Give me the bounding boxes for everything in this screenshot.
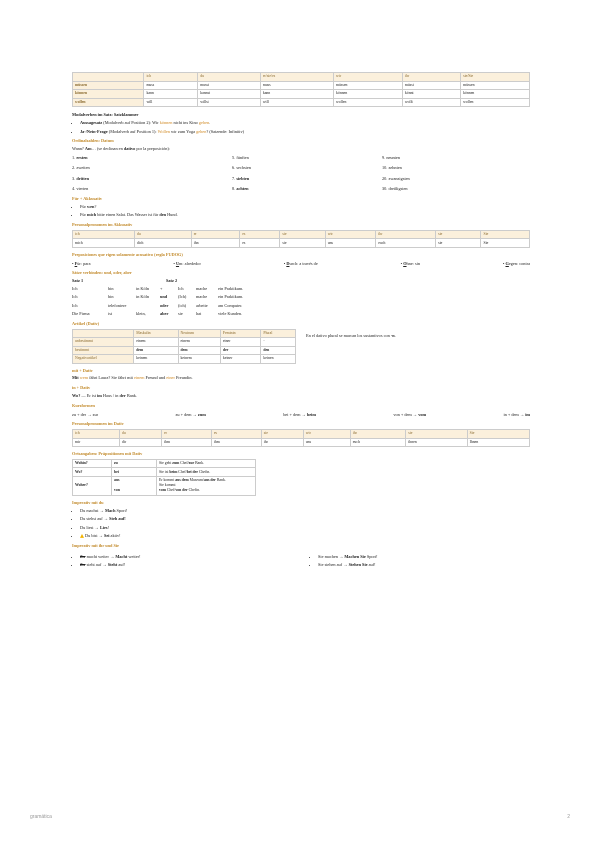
list-item: • Für mich bitte einen Salat. Das Wasser ist für den Hund. [80,212,530,218]
table-row: Woher? aus von Er kommt aus dem Museum/aus der Bank. Sie kommt vom Chef/von der Chefin. [73,476,256,495]
ordinal-item: 3. dritten [72,175,89,181]
modal-bullets [72,120,530,134]
artikel-title: Artikel (Dativ) [72,320,100,326]
ordinal-intro: Wann? Am… (se declinan en dativo por la preposición): [72,146,171,152]
saetze-cell: bin [108,286,114,292]
artikel-block [72,329,530,364]
imp-du-title: Imperativ mit du [72,499,104,505]
page-content [72,72,530,572]
ordinal-item: 1. ersten [72,154,88,160]
prep-akk-title: Preposiciones que rigen solamente acusativo (regla FUDOG) [72,251,183,257]
saetze-cell: viele Kunden. [218,310,243,316]
list-item: • Für wen? [80,204,530,210]
prep-item: • Durch: a través de [283,260,318,266]
modal-verbs-table [72,72,530,107]
prep-item: • Für: para [72,260,91,266]
wege-table [72,459,256,496]
kurz-item: zu + dem → zum [175,411,206,417]
list-item: • ihr steht auf → Steht auf! [80,562,310,568]
table-row: bestimmt dem dem der den [73,346,296,355]
imp-du-list [72,508,530,539]
saetze-cell: ein Praktikum. [218,294,244,300]
kurz-item: bei + dem → beim [283,411,316,417]
table-header-row: ich du er es sie wir ihr sie Sie [73,430,530,439]
artikel-note: En el dativo plural se marcan los sustantivos con -n. [306,332,396,338]
saetze-cell: (ich) [178,302,187,308]
pron-dat-title: Personalpronomen im Dativ [72,421,124,427]
kurz-item: von + dem → vom [393,411,427,417]
saetze-cell: (Ich) [178,294,187,300]
footer-label: gramática [30,814,52,820]
saetze-cell: hat [196,310,202,316]
saetze-cell: bin [108,294,114,300]
bullet-icon: • [400,260,404,266]
table-row: Wo? bei Sie ist beim Chef/bei der Chefin. [73,468,256,477]
table-row: Negativartikel keinem keinem keiner keinen [73,355,296,364]
saetze-cell: klein, [136,310,146,316]
prep-item: • Um: alrededor [173,260,201,266]
ordinal-item: 7. siebten [232,175,250,181]
list-item: • Du liest → Lies! [80,525,530,531]
ordinal-item: 30. dreißigsten [382,185,408,191]
saetze-cell: sie [178,310,183,316]
mit-title: mit + Dativ [72,367,93,373]
list-item: • Ja-/Nein-Frage (Modalverb auf Position 1): Wollen wir zum Yoga gehen? (Satzende: Infinitiv) [80,129,530,135]
pron-dat-table [72,429,530,447]
in-title: in + Dativ [72,385,91,391]
table-row: mir dir ihm ihm ihr uns euch ihnen Ihnen [73,438,530,447]
saetze-cell: telefoniere [108,302,127,308]
list-item: • Sie stehen auf → Stehen Sie auf! [318,562,378,568]
ordinal-item: 5. fünften [232,154,249,160]
saetze-cell: Ich [72,286,78,292]
saetze-cell: Ich [72,294,78,300]
ordinal-item: 4. vierten [72,185,89,191]
saetze-cell: und [160,294,168,300]
list-item: • Du stehst auf → Steh auf! [80,516,530,522]
imp-ihr-title: Imperativ mit ihr und Sie [72,542,119,548]
saetze-header: Satz 1 Satz 2 [72,278,178,284]
list-item: • Aussagesatz (Modalverb auf Position 2): Wir können nicht ins Kino gehen. [80,120,530,126]
ordinal-title: Ordinalzahlen: Datum [72,138,114,144]
in-example: Wo? — Er ist im Haus / in der Bank. [72,392,137,398]
bullet-icon: • [72,260,75,266]
ordinal-item: 9. neunten [382,154,400,160]
table-row: wollen will willst will wollen wollt wollen [73,98,530,107]
table-row: können kann kannst kann können könnt können [73,90,530,99]
imp-ihr-block [72,550,530,571]
table-row: Wohin? zu Sie geht zum Chef/zur Bank. [73,459,256,468]
saetze-cell: Die Firma [72,310,90,316]
table-header-row: ich du er es sie wir ihr sie Sie [73,230,530,239]
ordinal-item: 20. zwanzigsten [382,175,410,181]
prep-item: • Gegen: contra [502,260,530,266]
pron-akk-table [72,230,530,248]
saetze-cell: mache [196,286,208,292]
fuer-title: Für + Akkusativ [72,195,103,201]
kurz-list [72,412,530,418]
saetze-cell: ist [108,310,113,316]
pron-akk-title: Personalpronomen im Akkusativ [72,222,133,228]
artikel-table [72,329,296,364]
saetze-cell: in Köln [136,294,150,300]
bullet-icon: • [173,260,176,266]
table-row: unbestimmt einem einem einer - [73,338,296,347]
list-item: • Du bist → Sei aktiv! [80,533,530,539]
table-row: müssen muss musst muss müssen müsst müssen [73,81,530,90]
saetze-title: Sätze verbinden: und, oder, aber [72,270,132,276]
list-item: • Sie machen → Machen Sie Sport! [318,554,378,560]
ordinal-item: 6. sechsten [232,165,251,171]
list-item: • Du machst → Mach Sport! [80,508,530,514]
saetze-cell: mache [196,294,208,300]
mit-example: Mit wem fährt Laura? Sie fährt mit einem Freund und einer Freundin. [72,375,193,381]
ordinal-item: 2. zweiten [72,165,90,171]
saetze-cell: oder [160,302,169,308]
wege-title: Ortsangaben: Präpositionen mit Dativ [72,451,143,457]
saetze-cell: am Computer. [218,302,243,308]
table-header-row: Maskulin Neutrum Feminin Plural [73,329,296,338]
fuer-list [72,204,530,218]
kurz-item: zu + der → zur [72,411,99,417]
page-number: 2 [567,814,570,820]
saetze-cell: in Köln [136,286,150,292]
saetze-cell [136,303,160,309]
bullet-icon: • [283,260,287,266]
imp-sie-list [310,551,378,570]
table-header-row: ich du er/sie/es wir ihr sie/Sie [73,73,530,82]
saetze-cell: + [160,286,163,292]
saetze-cell: arbeite [196,302,208,308]
saetze-cell: aber [160,310,169,316]
imp-ihr-list [72,551,310,570]
saetze-cell: Ich [72,302,78,308]
prep-akk-list [72,261,530,267]
bullet-icon: • [502,260,506,266]
saetze-cell: ein Praktikum. [218,286,244,292]
ordinal-list [72,155,530,192]
saetze-grid [72,286,530,317]
page-footer [30,814,570,820]
warning-icon [80,534,84,538]
kurz-title: Kurzformen [72,402,95,408]
saetze-cell: Ich [178,286,184,292]
ordinal-item: 8. achten [232,185,249,191]
prep-item: • Ohne: sin [400,260,421,266]
list-item: • ihr macht weiter → Macht weiter! [80,554,310,560]
kurz-item: in + dem → im [503,411,530,417]
table-row: mich dich ihn es sie uns euch sie Sie [73,239,530,248]
modal-section-title: Modalverben im Satz: Satzklammer [72,112,139,117]
ordinal-item: 10. zehnten [382,165,402,171]
